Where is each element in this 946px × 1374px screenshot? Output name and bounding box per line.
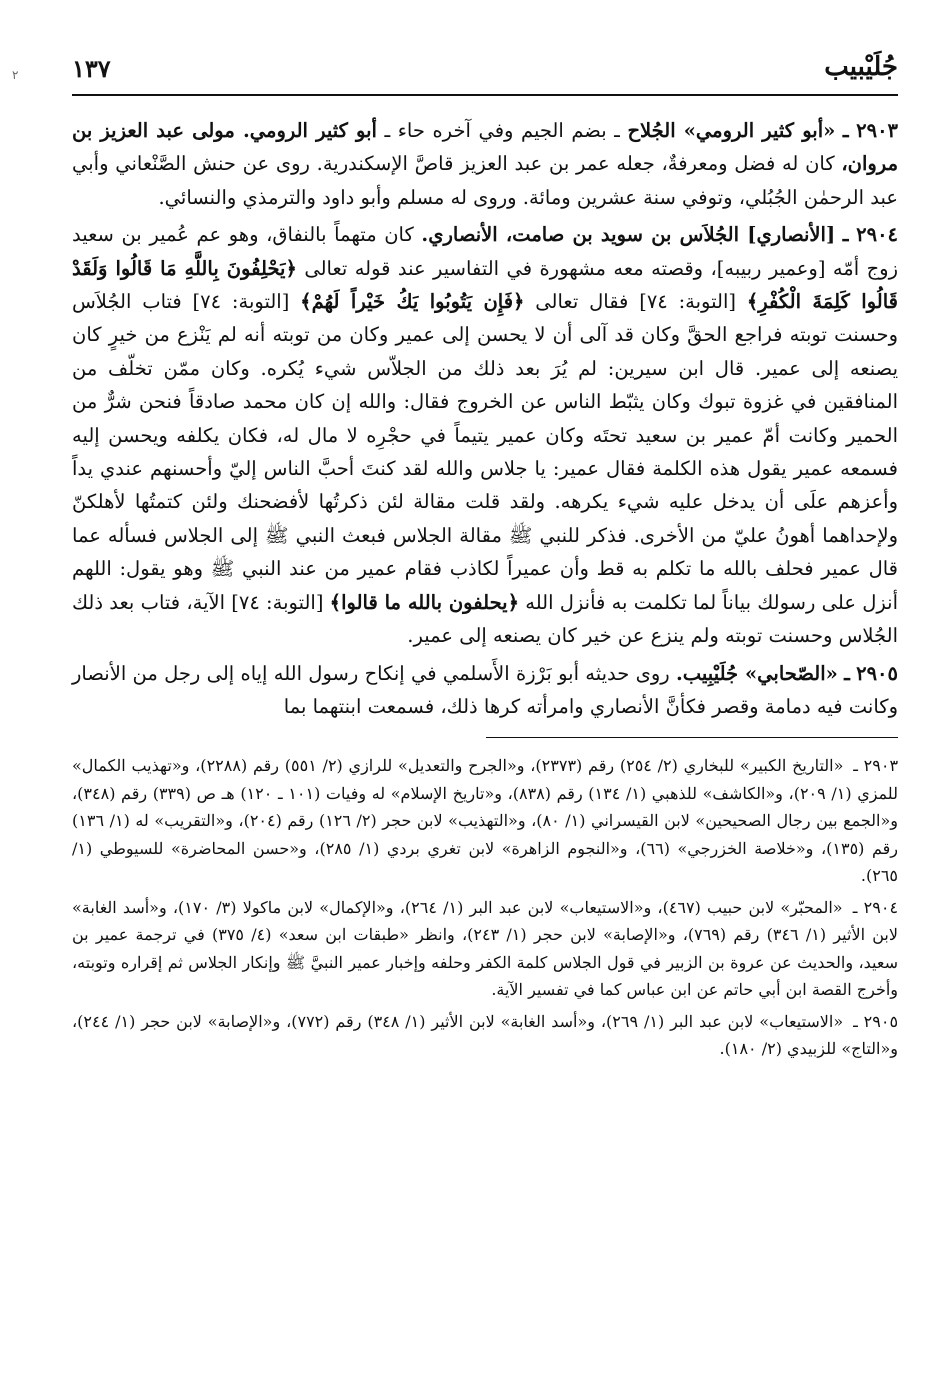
footnote-divider	[486, 737, 898, 738]
entry-2905	[72, 657, 898, 724]
entry-text: روى حديثه أبو بَرْزة الأَسلمي في إنكاح رسول الله إياه إلى رجل من الأنصار وكانت فيه دمامة وقصر فكأنَّ الأنصاري وامرأته كرها ذلك، فسمعت ابنتهما بما	[72, 661, 898, 718]
footnote-text: «المحبّر» لابن حبيب (٤٦٧)، و«الاستيعاب» لابن عبد البر (١/ ٢٦٤)، و«الإكمال» لابن ماكولا (٣/ ١٧٠)، و«أسد الغابة» لابن الأثير (١/ ٣٤٦) رقم (٧٦٩)، و«الإصابة» لابن حجر (١/ ٢٤٣)، وانظر «طبقات ابن سعد» (٤/ ٣٧٥) في ترجمة عمير بن سعيد، والحديث عن عروة بن الزبير في قول الجلاس كلمة الكفر وحلفه وإخبار عمير النبيَّ ﷺ وإنكار الجلاس ثم إقراره وتوبته، وأخرج القصة ابن أبي حاتم عن ابن عباس كما في تفسير الآية.	[72, 897, 898, 1000]
entry-heading: [الأنصاري] الجُلاَس بن سويد بن صامت، الأنصاري.	[421, 223, 836, 247]
running-title: جُلَيْبيب	[824, 52, 898, 82]
footnote-number: ٢٩٠٣ ـ	[853, 756, 899, 776]
entry-text: ـ بضم الجيم وفي آخره حاء ـ	[384, 119, 620, 142]
margin-mark: ٢	[12, 68, 19, 82]
entry-dash: ـ	[842, 119, 849, 142]
entry-name: أبو كثير الرومي. مولى عبد العزيز بن مروان،	[72, 119, 899, 176]
footnote-text: «الاستيعاب» لابن عبد البر (١/ ٢٦٩)، و«أسد الغابة» لابن الأثير (١/ ٣٤٨) رقم (٧٧٢)، و«الإصابة» لابن حجر (١/ ٢٤٤)، و«التاج» للزبيدي (٢/ ١٨٠).	[72, 1011, 898, 1059]
entry-number: ٢٩٠٣	[856, 119, 899, 142]
entry-text: الآية، فتاب بعد ذلك الجُلاس وحسنت توبته ولم ينزع عن خير كان يصنعه إلى عمير.	[72, 590, 898, 648]
entry-heading: «أبو كثير الرومي» الجُلاح	[627, 119, 836, 142]
verse-reference: [التوبة: ٧٤]	[231, 590, 324, 614]
entry-dash: ـ	[842, 223, 849, 247]
entry-text: فتاب الجُلاَس وحسنت توبته فراجع الحقَّ وكان قد آلى أن لا يحسن إلى عمير وكان من توبته أنه لم يَنْزع من خيرٍ كان يصنعه إلى عمير. قال ابن سيرين: لم يُرَ بعد ذلك من الجلاّس شيء يُكره. وكان ممّن تخلّف من المنافقين في غزوة تبوك وكان يثبّط الناس عن الخروج فقال: والله إن كان محمد صادقاً فنحن شرٌّ من الحمير وكانت أمّ عمير بن سعيد تحتَه وكان عمير يتيماً في حجْرِه لا مال له، فكان يكلفه ويحسن إليه فسمعه عمير يقول هذه الكلمة فقال عمير: يا جلاس والله لقد كنتَ أحبَّ الناس إليّ وأحسنهم عندي يداً وأعزهم علَى أن يدخل عليه شيء يكرهه. ولقد قلت مقالة لئن ذكرتُها لأفضحنك ولئن كتمتُها لأهلكنّ ولإحداهما أهونُ عليّ من الأخرى. فذكر للنبي ﷺ مقالة الجلاس فبعث النبي ﷺ إلى الجلاس فسأله عما قال عمير فحلف بالله ما تكلم به قط وأن عميراً لكاذب فقام عمير من عند النبي ﷺ وهو يقول: اللهم أنزل على رسولك بياناً لما تكلمت به فأنزل الله	[72, 290, 899, 614]
footnote-number: ٢٩٠٥ ـ	[853, 1011, 899, 1031]
book-page	[72, 48, 898, 1348]
footnotes	[72, 752, 898, 1063]
footnote-2905	[72, 1008, 898, 1063]
quran-verse: ﴿فَإِن يَتُوبُوا يَكُ خَيْراً لَهُمْ﴾	[300, 290, 525, 314]
page-number: ١٣٧	[72, 54, 111, 83]
running-header	[72, 48, 898, 96]
footnote-2903	[72, 752, 898, 890]
quran-verse: ﴿يحلفون بالله ما قالوا﴾	[329, 590, 520, 614]
quran-verse: ﴿يَحْلِفُونَ بِاللَّهِ مَا قَالُوا وَلَقَدْ قَالُوا كَلِمَةَ الْكُفْرِ﴾	[72, 256, 898, 314]
entry-text: كان له فضل ومعرفةٌ، جعله عمر بن عبد العزيز قاصَّ الإسكندرية. روى عن حنش الصَّنْعاني وأبي عبد الرحمٰن الجُبُلي، وتوفي سنة عشرين ومائة. وروى له مسلم وأبو داود والترمذي والنسائي.	[72, 152, 898, 209]
entry-heading: «الصّحابي» جُلَيْبِيب.	[675, 661, 838, 685]
entry-dash: ـ	[844, 661, 850, 685]
entry-number: ٢٩٠٤	[856, 223, 899, 247]
entry-text: فقال تعالى	[535, 290, 629, 314]
entry-number: ٢٩٠٥	[856, 661, 898, 685]
entries	[72, 114, 898, 723]
footnote-2904	[72, 894, 898, 1004]
entry-2904	[72, 218, 898, 652]
entry-2903	[72, 114, 898, 214]
verse-reference: [التوبة: ٧٤]	[639, 290, 736, 314]
entry-text: كان متهماً بالنفاق، وهو عم عُمير بن سعيد زوج أمّه [وعمير ربيبه]، وقصته معه مشهورة في التفاسير عند قوله تعالى	[72, 223, 898, 280]
verse-reference: [التوبة: ٧٤]	[192, 290, 290, 314]
footnote-text: «التاريخ الكبير» للبخاري (٢/ ٢٥٤) رقم (٢٣٧٣)، و«الجرح والتعديل» للرازي (٢/ ٥٥١) رقم (٢٢٨٨)، و«تهذيب الكمال» للمزي (١/ ٢٠٩)، و«الكاشف» للذهبي (١/ ١٣٤) رقم (٨٣٨)، و«تاريخ الإسلام» له وفيات (١٠١ ـ ١٢٠) هـ ص (٣٣٩) رقم (٣٤٨)، و«الجمع بين رجال الصحيحين» لابن القيسراني (١/ ٨٠)، و«التهذيب» لابن حجر (٢/ ١٢٦) رقم (٢٠٤)، و«التقريب» له (١/ ١٣٦) رقم (١٣٥)، و«خلاصة الخزرجي» (٦٦)، و«النجوم الزاهرة» لابن تغري بردي (١/ ٢٨٥)، و«حسن المحاضرة» للسيوطي (١/ ٢٦٥).	[72, 756, 899, 886]
footnote-number: ٢٩٠٤ ـ	[852, 897, 899, 917]
